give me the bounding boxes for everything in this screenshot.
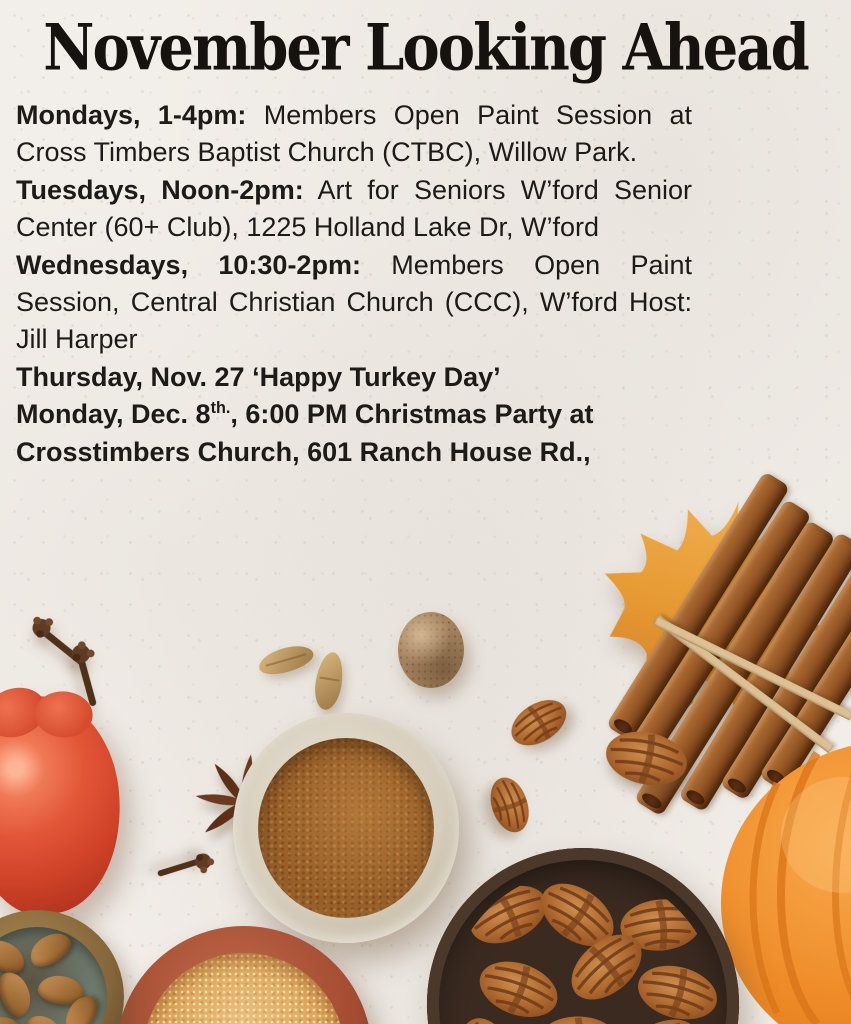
clove [151, 834, 222, 904]
event-text: Members Open Paint Session, Central Christian Church (CCC), W’ford Host: Jill Harper [16, 249, 692, 355]
cardamom-pod [312, 650, 347, 711]
event-label: Wednesdays, 10:30-2pm: [16, 249, 361, 280]
page-title: November Looking Ahead [43, 10, 808, 86]
brown-sugar [143, 953, 345, 1024]
event-text: Members Open Paint Session at Cross Timbers Baptist Church (CTBC), Willow Park. [16, 100, 692, 168]
pecan [488, 734, 552, 806]
cardamom-pod [256, 641, 316, 680]
ordinal-suffix: th. [210, 399, 231, 418]
event-label: Tuesdays, Noon-2pm: [16, 174, 304, 205]
nutmeg [398, 612, 464, 688]
red-apple [0, 689, 131, 922]
almond-bowl [0, 910, 124, 1024]
pecan-bowl [427, 848, 739, 1024]
event-thanksgiving: Thursday, Nov. 27 ‘Happy Turkey Day’ [16, 361, 501, 392]
pecans-in-bowl [449, 870, 717, 1024]
event-text: Monday, Dec. 8 [16, 399, 211, 430]
event-label: Mondays, 1-4pm: [16, 100, 247, 130]
cinnamon-powder-bowl [233, 713, 459, 943]
cinnamon-powder [258, 738, 434, 918]
event-text: Art for Seniors W’ford Senior Center (60+ Club), 1225 Holland Lake Dr, W’ford [16, 174, 692, 243]
event-text: , 6:00 PM Christmas Party at Crosstimbers Church, 601 Ranch House Rd., [16, 399, 594, 467]
pumpkin [725, 735, 851, 1024]
